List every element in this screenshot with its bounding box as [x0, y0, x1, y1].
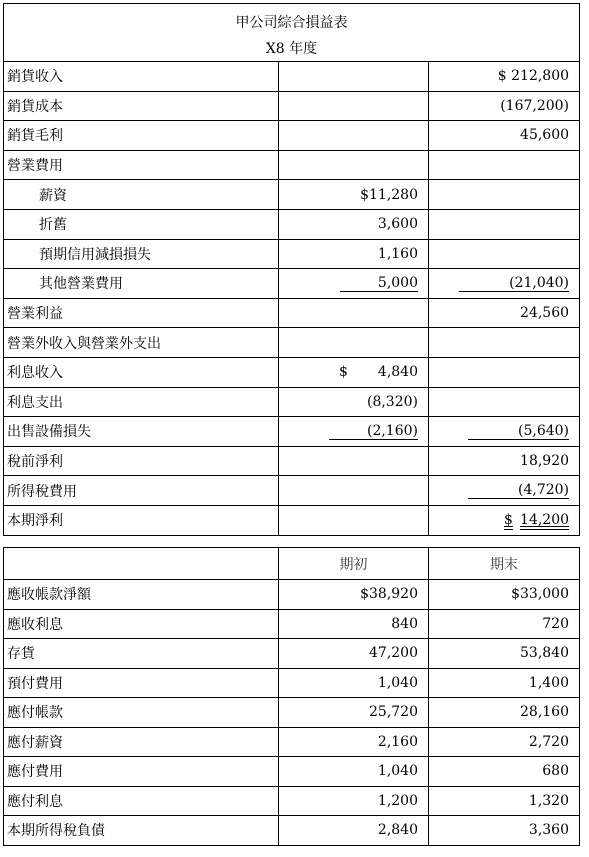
- statement-row: [4, 446, 580, 476]
- row-label: 本期淨利: [4, 505, 279, 535]
- income-statement-table: [3, 3, 580, 536]
- balance-label: 應收利息: [4, 609, 279, 639]
- amount-col2: [429, 269, 580, 299]
- table-row: [4, 786, 580, 816]
- balance-label: 應付帳款: [4, 698, 279, 728]
- amount-col1: [279, 269, 429, 299]
- row-label: 折舊: [4, 209, 279, 239]
- table-row: [4, 580, 580, 610]
- amount-value: 14,200: [520, 512, 570, 529]
- amount-value: (167,200): [500, 97, 570, 114]
- balance-end: 53,840: [429, 639, 580, 669]
- row-label: 銷貨毛利: [4, 121, 279, 151]
- balance-header-begin: 期初: [279, 548, 429, 580]
- balance-header-end: 期末: [429, 548, 580, 580]
- statement-row: [4, 417, 580, 447]
- amount-col2: [429, 357, 580, 387]
- balance-label: 應收帳款淨額: [4, 580, 279, 610]
- row-label: 利息收入: [4, 357, 279, 387]
- row-label: 銷貨成本: [4, 91, 279, 121]
- table-row: [4, 757, 580, 787]
- amount-value: (21,040): [459, 275, 569, 292]
- amount-col1: [279, 387, 429, 417]
- balance-begin: 1,040: [279, 668, 429, 698]
- amount-col1: [279, 446, 429, 476]
- amount-value: 3,600: [377, 216, 418, 233]
- amount-col1: [279, 150, 429, 180]
- amount-value: $11,280: [360, 186, 418, 203]
- amount-col2: [429, 328, 580, 358]
- row-label: 利息支出: [4, 387, 279, 417]
- balance-end: 680: [429, 757, 580, 787]
- amount-value: 1,160: [377, 245, 418, 262]
- amount-col2: [429, 417, 580, 447]
- amount-value: (5,640): [468, 423, 569, 440]
- balance-begin: 47,200: [279, 639, 429, 669]
- balance-begin: 2,160: [279, 727, 429, 757]
- amount-col2: [429, 91, 580, 121]
- amount-col1: [279, 357, 429, 387]
- dollar-sign: $: [504, 512, 513, 529]
- row-label: 營業利益: [4, 298, 279, 328]
- amount-col1: [279, 121, 429, 151]
- dollar-sign: $: [339, 364, 348, 381]
- amount-col2: [429, 150, 580, 180]
- balance-begin: 2,840: [279, 816, 429, 846]
- amount-value: 5,000: [340, 275, 418, 292]
- table-row: [4, 816, 580, 846]
- amount-col2: [429, 446, 580, 476]
- statement-period: X8 年度: [4, 34, 580, 62]
- balance-label: 應付費用: [4, 757, 279, 787]
- row-label: 稅前淨利: [4, 446, 279, 476]
- row-label: 其他營業費用: [4, 269, 279, 299]
- balance-change-table: [3, 547, 580, 846]
- amount-col1: [279, 209, 429, 239]
- table-row: [4, 698, 580, 728]
- statement-row: [4, 209, 580, 239]
- row-label: 出售設備損失: [4, 417, 279, 447]
- statement-row: [4, 180, 580, 210]
- table-row: [4, 727, 580, 757]
- statement-row: [4, 150, 580, 180]
- balance-end: $33,000: [429, 580, 580, 610]
- amount-col2: [429, 387, 580, 417]
- balance-begin: 840: [279, 609, 429, 639]
- amount-col2: [429, 121, 580, 151]
- balance-label: 預付費用: [4, 668, 279, 698]
- amount-col2: [429, 62, 580, 92]
- amount-value: 4,840: [377, 364, 418, 381]
- statement-row: [4, 239, 580, 269]
- amount-col1: [279, 180, 429, 210]
- statement-row: [4, 62, 580, 92]
- table-row: [4, 668, 580, 698]
- amount-value: $ 212,800: [497, 68, 570, 85]
- statement-row: [4, 328, 580, 358]
- table-row: [4, 609, 580, 639]
- balance-end: 1,400: [429, 668, 580, 698]
- statement-row: [4, 357, 580, 387]
- balance-header-blank: [4, 548, 279, 580]
- amount-col1: [279, 476, 429, 506]
- balance-end: 720: [429, 609, 580, 639]
- statement-row: [4, 269, 580, 299]
- balance-end: 1,320: [429, 786, 580, 816]
- table-row: [4, 639, 580, 669]
- amount-value: 45,600: [520, 127, 570, 144]
- statement-row: [4, 91, 580, 121]
- balance-begin: 1,200: [279, 786, 429, 816]
- amount-col2: [429, 180, 580, 210]
- balance-begin: 1,040: [279, 757, 429, 787]
- amount-value: (2,160): [329, 423, 418, 440]
- amount-col1: [279, 91, 429, 121]
- amount-col2: [429, 209, 580, 239]
- amount-value: 24,560: [520, 305, 570, 322]
- balance-label: 應付利息: [4, 786, 279, 816]
- amount-col1: [279, 417, 429, 447]
- amount-col1: [279, 328, 429, 358]
- amount-col1: [279, 239, 429, 269]
- balance-end: 2,720: [429, 727, 580, 757]
- balance-begin: 25,720: [279, 698, 429, 728]
- row-label: 薪資: [4, 180, 279, 210]
- balance-label: 應付薪資: [4, 727, 279, 757]
- amount-col1: [279, 298, 429, 328]
- row-label: 營業費用: [4, 150, 279, 180]
- row-label: 銷貨收入: [4, 62, 279, 92]
- statement-title: 甲公司綜合損益表: [4, 4, 580, 35]
- amount-col2: [429, 505, 580, 535]
- amount-col1: [279, 62, 429, 92]
- row-label: 所得稅費用: [4, 476, 279, 506]
- balance-label: 本期所得稅負債: [4, 816, 279, 846]
- balance-begin: $38,920: [279, 580, 429, 610]
- statement-row: [4, 505, 580, 535]
- statement-row: [4, 121, 580, 151]
- row-label: 預期信用減損損失: [4, 239, 279, 269]
- amount-col2: [429, 476, 580, 506]
- amount-col1: [279, 505, 429, 535]
- row-label: 營業外收入與營業外支出: [4, 328, 279, 358]
- balance-end: 3,360: [429, 816, 580, 846]
- amount-col2: [429, 298, 580, 328]
- amount-value: (8,320): [366, 393, 418, 410]
- statement-row: [4, 387, 580, 417]
- amount-col2: [429, 239, 580, 269]
- statement-row: [4, 476, 580, 506]
- amount-value: 18,920: [520, 453, 570, 470]
- balance-end: 28,160: [429, 698, 580, 728]
- balance-label: 存貨: [4, 639, 279, 669]
- statement-row: [4, 298, 580, 328]
- amount-value: (4,720): [468, 482, 569, 499]
